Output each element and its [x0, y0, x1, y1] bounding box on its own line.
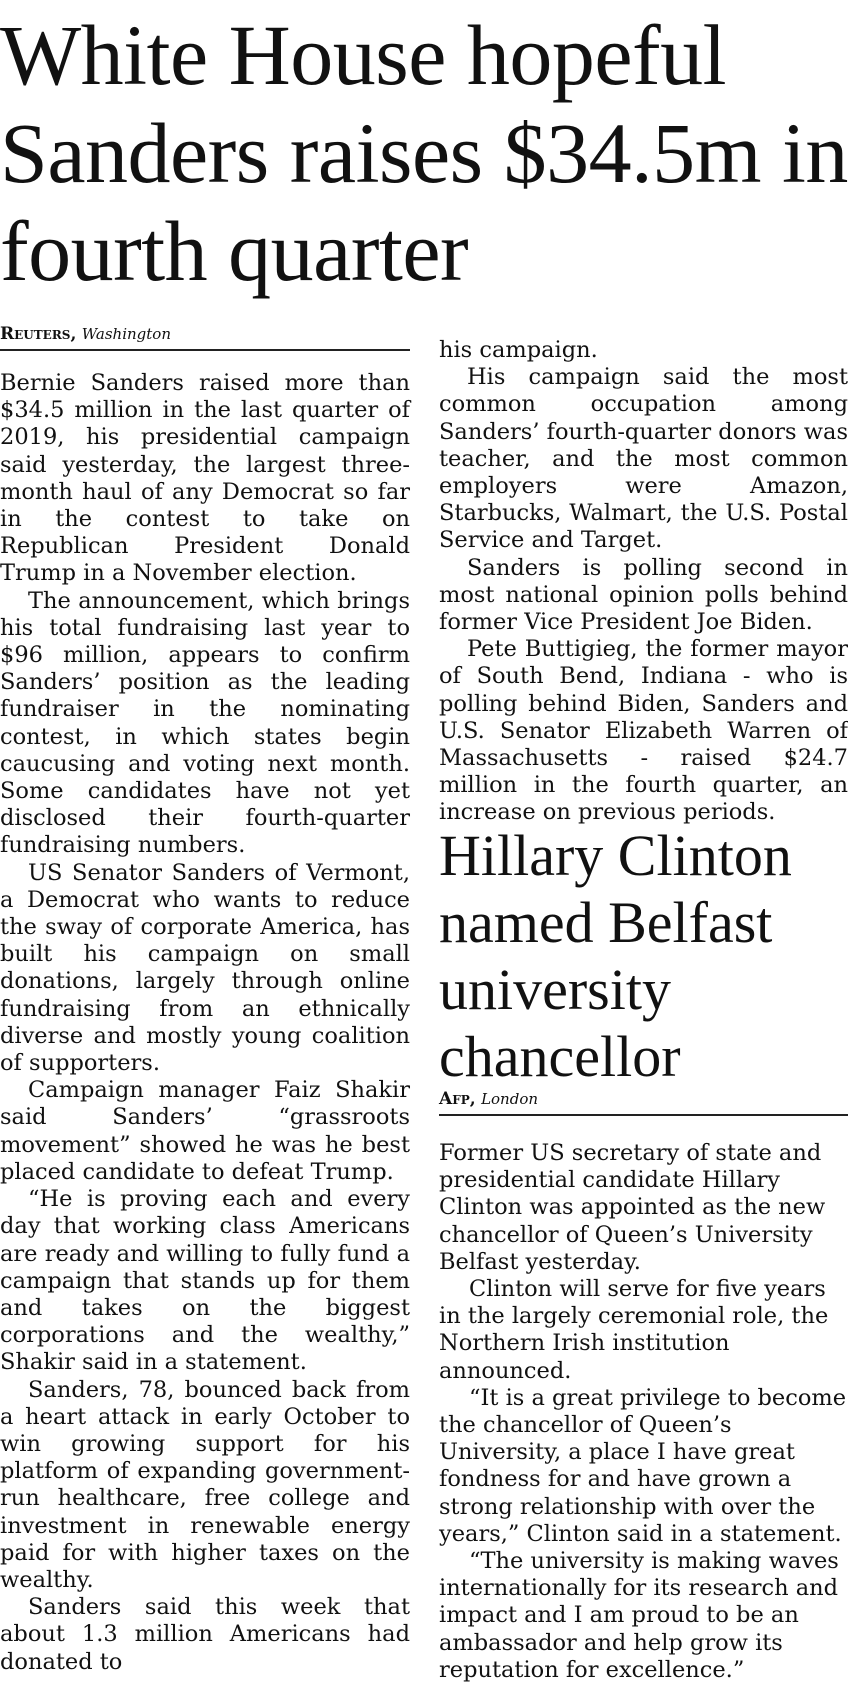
paragraph: Bernie Sanders raised more than $34.5 million in the last quarter of 2019, his presidential campaign said yesterday, the largest three-month haul of any Democrat so far in the contest to take on Republican President Donald Trump in a November election.	[0, 370, 410, 587]
byline-rule	[439, 1114, 848, 1116]
byline-location: London	[481, 1090, 539, 1108]
main-byline	[0, 323, 171, 345]
paragraph: his campaign.	[439, 337, 598, 363]
paragraph: Former US secretary of state and presidential candidate Hillary Clinton was appointed as the new chancellor of Queen’s University Belfast yesterday.	[439, 1140, 826, 1275]
second-byline	[439, 1088, 538, 1110]
paragraph: Sanders is polling second in most national opinion polls behind former Vice President Joe Biden.	[439, 554, 848, 636]
main-story-column-1	[0, 370, 410, 1676]
paragraph: Clinton will serve for five years in the largely ceremonial role, the Northern Irish institution announced.	[439, 1276, 829, 1384]
paragraph: His campaign said the most common occupation among Sanders’ fourth-quarter donors was teacher, and the most common employers were Amazon, Starbucks, Walmart, the U.S. Postal Service and Target.	[439, 364, 848, 554]
paragraph: Sanders said this week that about 1.3 million Americans had donated to	[0, 1594, 410, 1675]
paragraph: “He is proving each and every day that working class Americans are ready and willing to fully fund a campaign that stands up for them and takes on the biggest corporations and the wealthy,” Shakir said in a statement.	[0, 1186, 410, 1376]
byline-rule	[0, 349, 410, 351]
paragraph: Campaign manager Faiz Shakir said Sanders’ “grassroots movement” showed he was he best placed candidate to defeat Trump.	[0, 1077, 410, 1185]
byline-location: Washington	[81, 325, 171, 343]
paragraph: Sanders, 78, bounced back from a heart attack in early October to win growing support for his platform of expanding government-run healthcare, free college and investment in renewable energy paid for with higher taxes on the wealthy.	[0, 1376, 410, 1593]
second-headline: Hillary Clinton named Belfast university chancellor	[439, 823, 792, 1089]
paragraph: “The university is making waves internationally for its research and impact and I am proud to be an ambassador and help grow its reputation for excellence.”	[439, 1548, 839, 1683]
main-story-column-2	[439, 337, 848, 827]
paragraph: The announcement, which brings his total fundraising last year to $96 million, appears to confirm Sanders’ position as the leading fundraiser in the nominating contest, in which states begin caucusing and voting next month. Some candidates have not yet disclosed their fourth-quarter fundraising numbers.	[0, 587, 410, 859]
second-story-body	[439, 1140, 848, 1684]
main-headline: White House hopeful Sanders raises $34.5m in fourth quarter	[0, 7, 848, 299]
paragraph: “It is a great privilege to become the chancellor of Queen’s University, a place I have great fondness for and have grown a strong relationship with over the years,” Clinton said in a statement.	[439, 1384, 847, 1547]
paragraph: US Senator Sanders of Vermont, a Democrat who wants to reduce the sway of corporate America, has built his campaign on small donations, largely through online fundraising from an ethnically diverse and mostly young coalition of supporters.	[0, 859, 410, 1077]
byline-agency: Reuters,	[0, 324, 77, 344]
byline-agency: Afp,	[439, 1089, 476, 1109]
paragraph: Pete Buttigieg, the former mayor of South Bend, Indiana - who is polling behind Biden, Sanders and U.S. Senator Elizabeth Warren of Massachusetts - raised $24.7 million in the fourth quarter, an increase on previous periods.	[439, 636, 848, 826]
